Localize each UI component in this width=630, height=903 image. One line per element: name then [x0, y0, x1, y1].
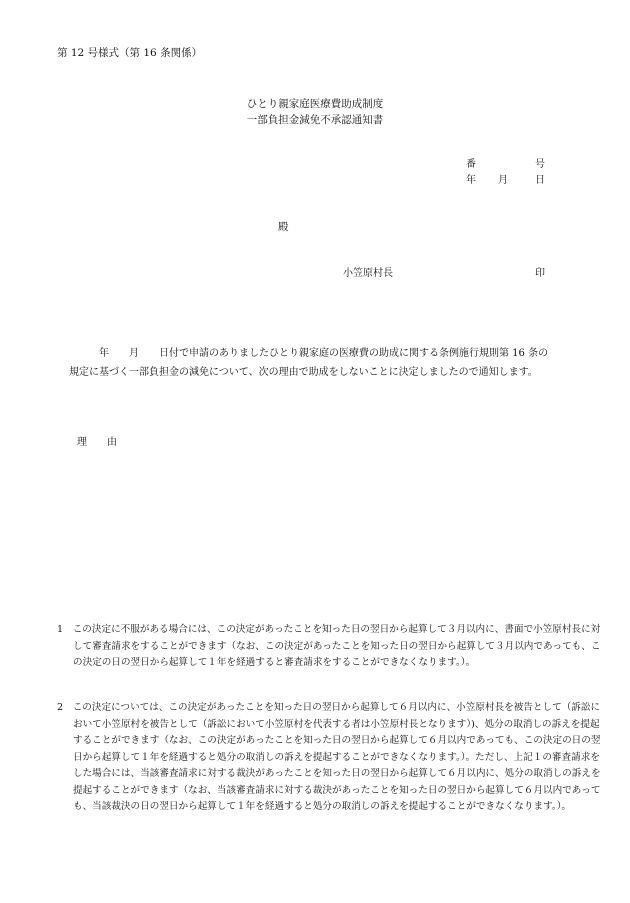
form-number: 第 12 号様式（第 16 条関係） [57, 47, 203, 59]
number-label: 番 [466, 159, 476, 170]
reason-label: 理 由 [77, 437, 117, 448]
appeal-note-2: 2 この決定については、この決定があったことを知った日の翌日から起算して６月以内に、小笠原村長を被告として（訴訟において小笠原村を被告として（訴訟において小笠原村を代表する者は小笠原村長となります）)、処分の取消しの訴えを提起することができます（なお、この決定があったことを知った日の翌日から起算して６月以内であっても、この決定の日の翌日から起算して１年を経過すると処分の取消しの訴えを提起することができなくなります。）。ただし、上記１の審査請求をした場合には、当該審査請求に対する裁決があったことを知った日の翌日から起算して６月以内に、処分の取消しの訴えを提起することができます（なお、当該審査請求に対する裁決があったことを知った日の翌日から起算して６月以内であっても、当該裁決の日の翌日から起算して１年を経過すると処分の取消しの訴えを提起することができなくなります。）。 [57, 702, 601, 812]
document-title-line-1: ひとり親家庭医療費助成制度 [246, 98, 384, 110]
notice-body: 年 月 日付で申請のありましたひとり親家庭の医療費の助成に関する条例施行規則第 16 条の規定に基づく一部負担金の減免について、次の理由で助成をしないことに決定しましたので通知します。 [69, 348, 549, 378]
date-day-label: 日 [535, 175, 545, 186]
seal-mark: 印 [535, 268, 545, 279]
date-month-label: 月 [498, 175, 508, 186]
appeal-note-1: 1 この決定に不服がある場合には、この決定があったことを知った日の翌日から起算して３月以内に、書面で小笠原村長に対して審査請求をすることができます（なお、この決定があったことを知った日の翌日から起算して３月以内であっても、この決定の日の翌日から起算して１年を経過すると審査請求をすることができなくなります。）。 [57, 624, 601, 668]
number-suffix: 号 [535, 159, 545, 170]
addressee-honorific: 殿 [278, 221, 289, 233]
document-title-line-2: 一部負担金減免不承認通知書 [246, 114, 384, 126]
issuer-name: 小笠原村長 [343, 268, 393, 279]
date-year-label: 年 [466, 175, 476, 186]
